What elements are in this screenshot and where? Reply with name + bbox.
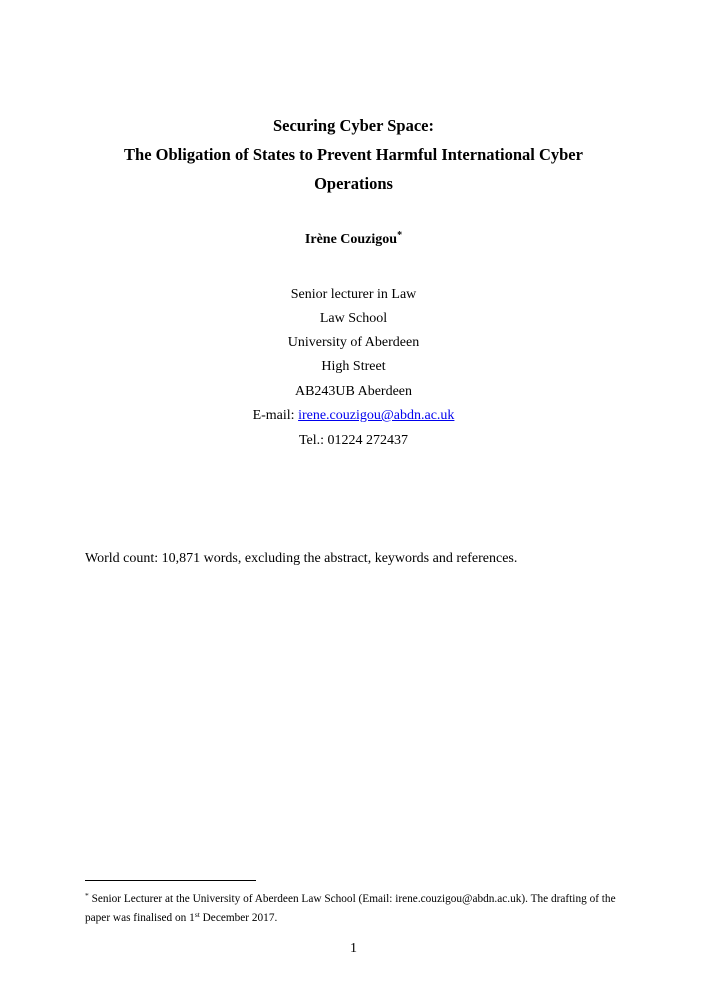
affiliation-tel: Tel.: 01224 272437 xyxy=(298,433,409,448)
author-name: Irène Couzigou xyxy=(304,232,398,247)
affiliation-position: Senior lecturer in Law xyxy=(290,287,417,302)
word-count-note: World count: 10,871 words, excluding the abstract, keywords and references. xyxy=(85,551,518,566)
footnote-text-part-2: December 2017. xyxy=(199,912,278,924)
footnote-text-part-1: Senior Lecturer at the University of Aberdeen Law School (Email: irene.couzigou@abdn.ac.uk). The drafting of the paper was finalised on 1 xyxy=(85,893,616,924)
page-number: 1 xyxy=(350,941,357,956)
affiliation-street: High Street xyxy=(321,359,386,374)
author-block xyxy=(0,230,707,248)
affiliation-department: Law School xyxy=(319,311,388,326)
email-link[interactable]: irene.couzigou@abdn.ac.uk xyxy=(298,408,455,423)
paper-title-line-3: Operations xyxy=(314,174,393,193)
paper-title-line-1: Securing Cyber Space: xyxy=(272,116,435,135)
affiliation-university: University of Aberdeen xyxy=(287,335,420,350)
affiliation-email-line xyxy=(0,404,707,429)
footnote xyxy=(85,888,625,926)
email-label: E-mail: xyxy=(252,408,299,423)
footnote-ordinal: st xyxy=(194,910,200,919)
footnote-mark: * xyxy=(85,891,89,900)
paper-title-line-2: The Obligation of States to Prevent Harmful International Cyber xyxy=(124,145,583,164)
author-footnote-mark[interactable]: * xyxy=(397,230,403,241)
affiliation-postcode-city: AB243UB Aberdeen xyxy=(294,384,413,399)
footnote-separator xyxy=(85,880,256,881)
